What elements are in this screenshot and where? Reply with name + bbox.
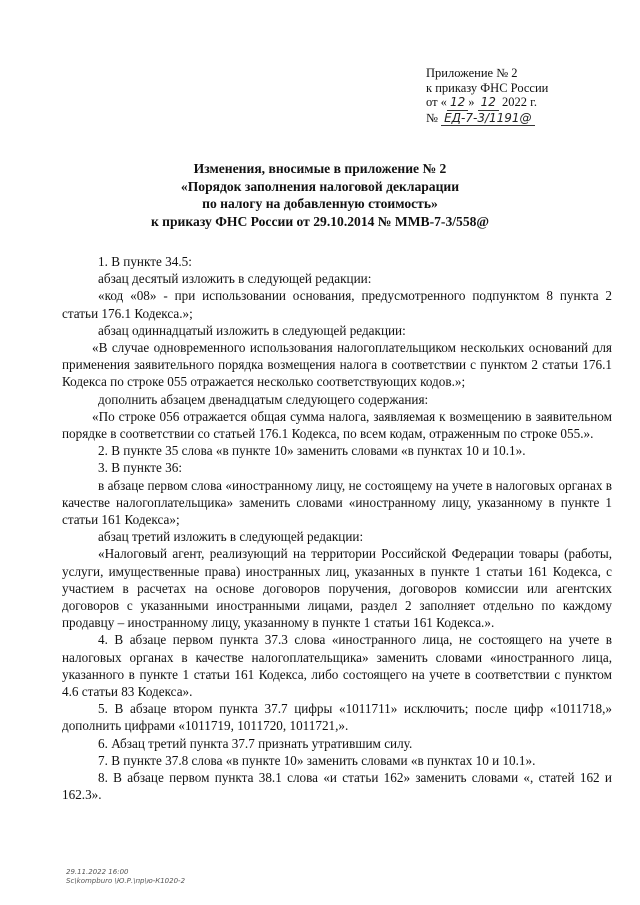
appendix-header: [426, 66, 548, 126]
paragraph: в абзаце первом слова «иностранному лицу, не состоящему на учете в налоговых органах в качестве налогоплательщика» заменить словами «иностранному лицу, указанному в пункте 1 статьи 161 Кодекса»;: [62, 477, 612, 528]
handwritten-month: 12: [478, 95, 499, 111]
print-footer: [66, 868, 185, 886]
paragraph: 8. В абзаце первом пункта 38.1 слова «и статьи 162» заменить словами «, статей 162 и 162.3».: [62, 770, 612, 803]
paragraph: абзац третий изложить в следующей редакции:: [98, 529, 364, 545]
paragraph: 3. В пункте 36:: [98, 460, 182, 476]
order-date: от « 12 » 12 2022 г.: [426, 95, 537, 109]
order-reference: к приказу ФНС России: [426, 80, 549, 95]
paragraph: 7. В пункте 37.8 слова «в пункте 10» заменить словами «в пунктах 10 и 10.1».: [98, 752, 536, 768]
order-number: № ЕД-7-3/1191@: [426, 111, 548, 127]
paragraph: 5. В абзаце втором пункта 37.7 цифры «1011711» исключить; после цифр «1011718,» дополнить цифрами «1011719, 1011720, 1011721,».: [62, 701, 612, 734]
paragraph: «По строке 056 отражается общая сумма налога, заявляемая к возмещению в заявительном порядке в соответствии со статьей 176.1 Кодекса, по всем кодам, отраженным по строке 055.».: [62, 408, 612, 442]
handwritten-day: 12: [447, 95, 468, 111]
document-title: Изменения, вносимые в приложение № 2 «Порядок заполнения налоговой декларации по налогу на добавленную стоимость» к приказу ФНС России от 29.10.2014 № ММВ-7-3/558@: [150, 161, 490, 229]
document-body: [62, 253, 612, 804]
order-year: 2022 г.: [502, 95, 537, 109]
paragraph: дополнить абзацем двенадцатым следующего содержания:: [98, 391, 429, 407]
appendix-label: Приложение № 2: [426, 66, 518, 80]
paragraph: «В случае одновременного использования налогоплательщиком нескольких оснований для применения заявительного порядка возмещения налога в соответствии с пунктом 2 статьи 176.1 Кодекса по строке 055 отражается несколько соответствующих кодов.»;: [62, 340, 612, 390]
paragraph: 4. В абзаце первом пункта 37.3 слова «иностранного лица, не состоящего на учете в налоговых органах в качестве налогоплательщика» заменить словами «иностранного лица, указанного в пункте 1 статьи 161 Кодекса, либо состоящего на учете в соответствии с пунктом 4.6 статьи 83 Кодекса».: [62, 632, 612, 700]
paragraph: 6. Абзац третий пункта 37.7 признать утратившим силу.: [98, 735, 413, 751]
paragraph: абзац одиннадцатый изложить в следующей редакции:: [98, 322, 406, 338]
handwritten-order-number: ЕД-7-3/1191@: [441, 111, 534, 127]
print-timestamp: 29.11.2022 16:00: [66, 868, 129, 876]
paragraph: «Налоговый агент, реализующий на территории Российской Федерации товары (работы, услуги, имущественные права) иностранных лиц, указанных в пункте 1 статьи 161 Кодекса, с участием в расчетах на основе договоров поручения, договоров комиссии или агентских договоров с указанными иностранными лицами, раздел 2 заполняет отдельно по каждому продавцу – иностранному лицу, указанному в пункте 1 статьи 161 Кодекса.».: [62, 546, 612, 631]
paragraph: 1. В пункте 34.5:: [98, 254, 192, 269]
file-path: Sc\kompburo \Ю.Р.\пр\ю-К1020-2: [66, 877, 186, 885]
paragraph: «код «08» - при использовании основания, предусмотренного подпунктом 8 пункта 2 статьи 176.1 Кодекса.»;: [62, 288, 612, 321]
paragraph: 2. В пункте 35 слова «в пункте 10» заменить словами «в пунктах 10 и 10.1».: [98, 443, 526, 459]
paragraph: абзац десятый изложить в следующей редакции:: [98, 271, 372, 287]
